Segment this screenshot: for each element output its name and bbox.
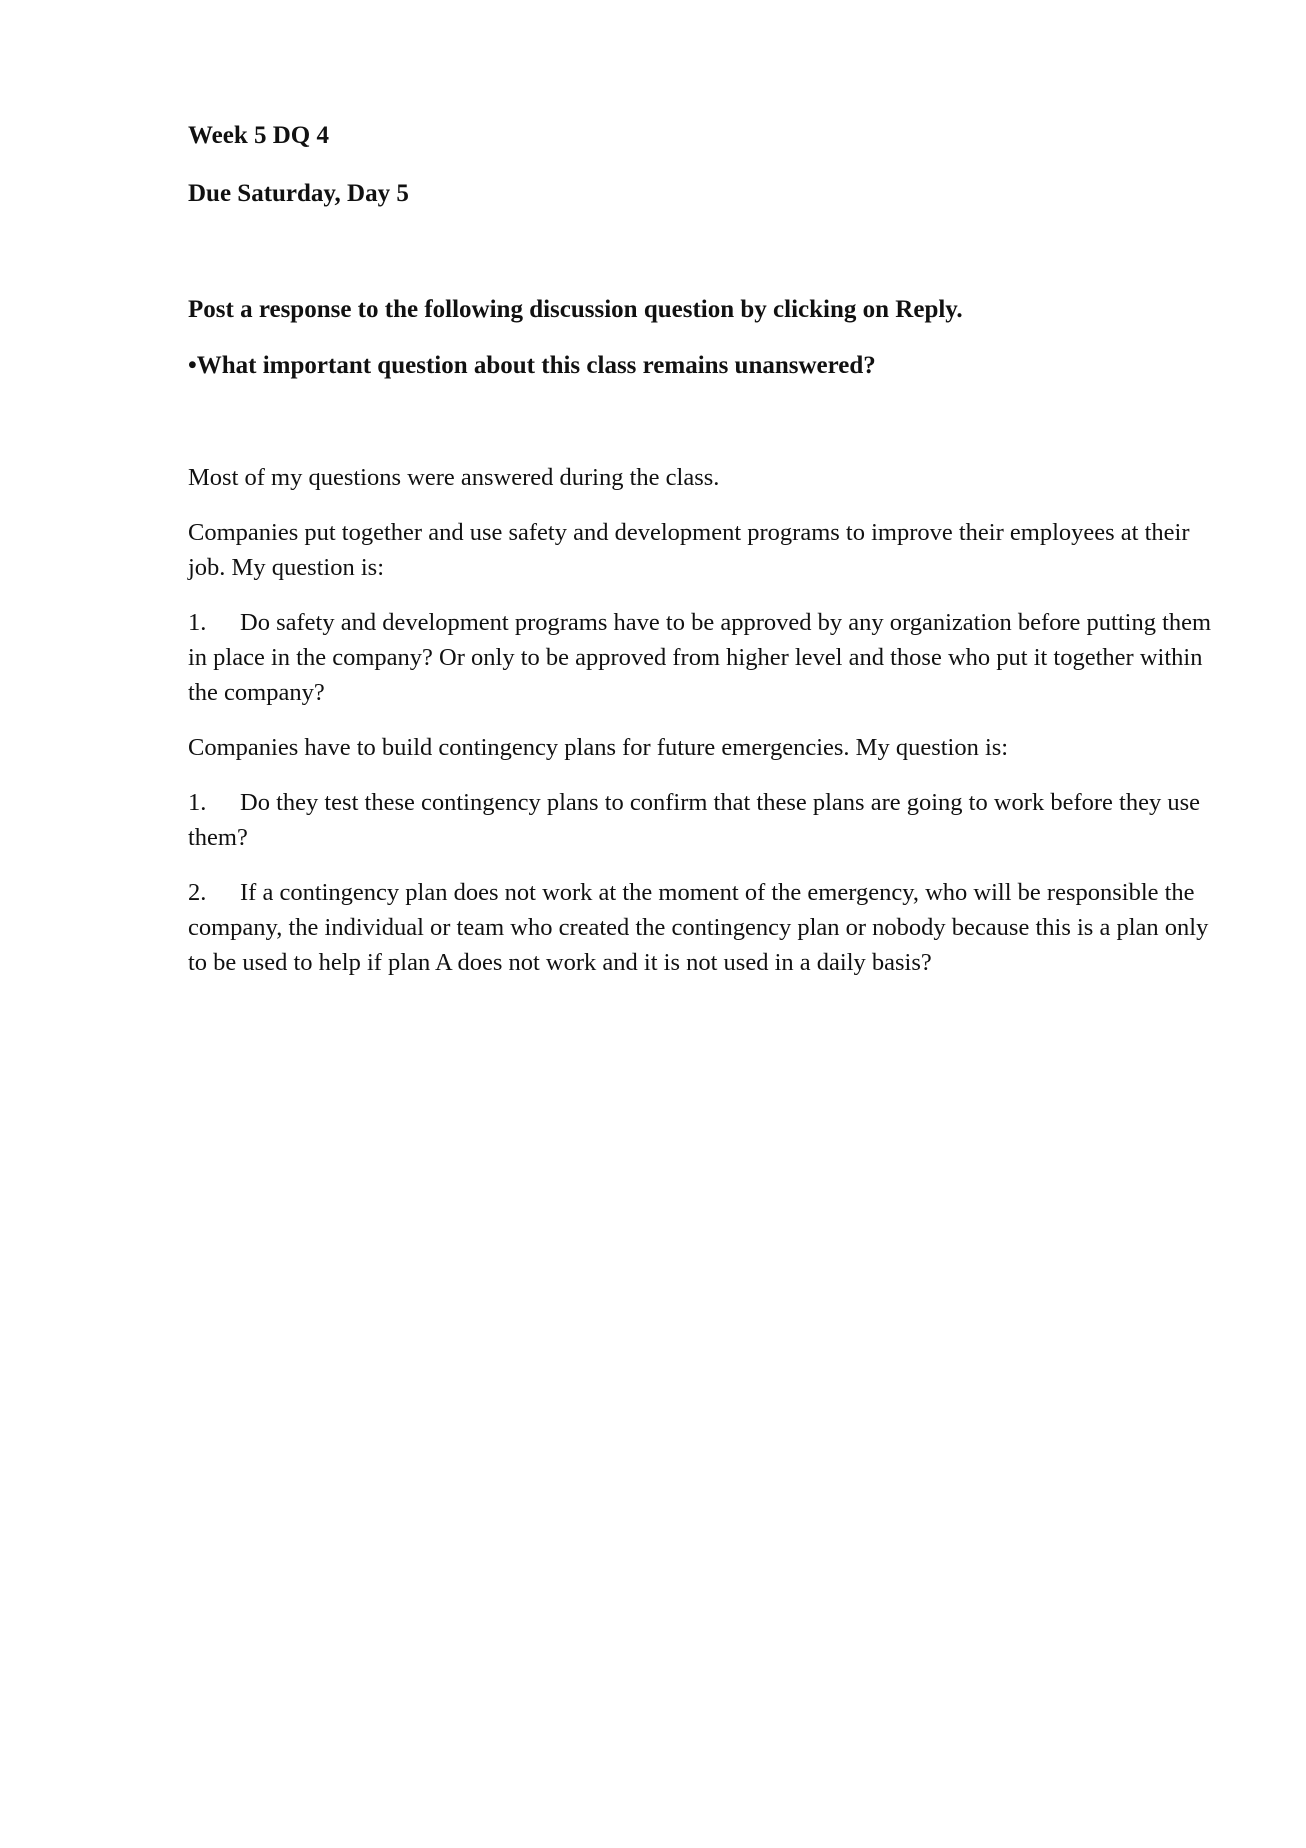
list-item-number: 1. [188, 609, 207, 636]
list-item-number: 2. [188, 879, 207, 906]
list-item-number: 1. [188, 789, 207, 816]
response-intro: Most of my questions were answered during the class. [188, 464, 720, 491]
due-date: Due Saturday, Day 5 [188, 180, 409, 207]
list-item [188, 785, 1228, 855]
document-title: Week 5 DQ 4 [188, 122, 329, 149]
response-paragraph: Companies have to build contingency plans for future emergencies. My question is: [188, 734, 1009, 761]
response-paragraph: Companies put together and use safety and development programs to improve their employees at their job. My question is: [188, 519, 1190, 581]
list-item-text: If a contingency plan does not work at the moment of the emergency, who will be responsible the company, the individual or team who created the contingency plan or nobody because this is a plan only to be used to help if plan A does not work and it is not used in a daily basis? [188, 879, 1209, 976]
list-item-text: Do they test these contingency plans to confirm that these plans are going to work before they use them? [188, 789, 1200, 851]
list-item [188, 605, 1228, 710]
list-item [188, 875, 1228, 980]
prompt-question: •What important question about this class remains unanswered? [188, 352, 876, 379]
list-item-text: Do safety and development programs have to be approved by any organization before putting them in place in the company? Or only to be approved from higher level and those who put it together within the company? [188, 609, 1212, 706]
prompt-instruction: Post a response to the following discussion question by clicking on Reply. [188, 296, 963, 323]
document-content [188, 120, 1228, 980]
